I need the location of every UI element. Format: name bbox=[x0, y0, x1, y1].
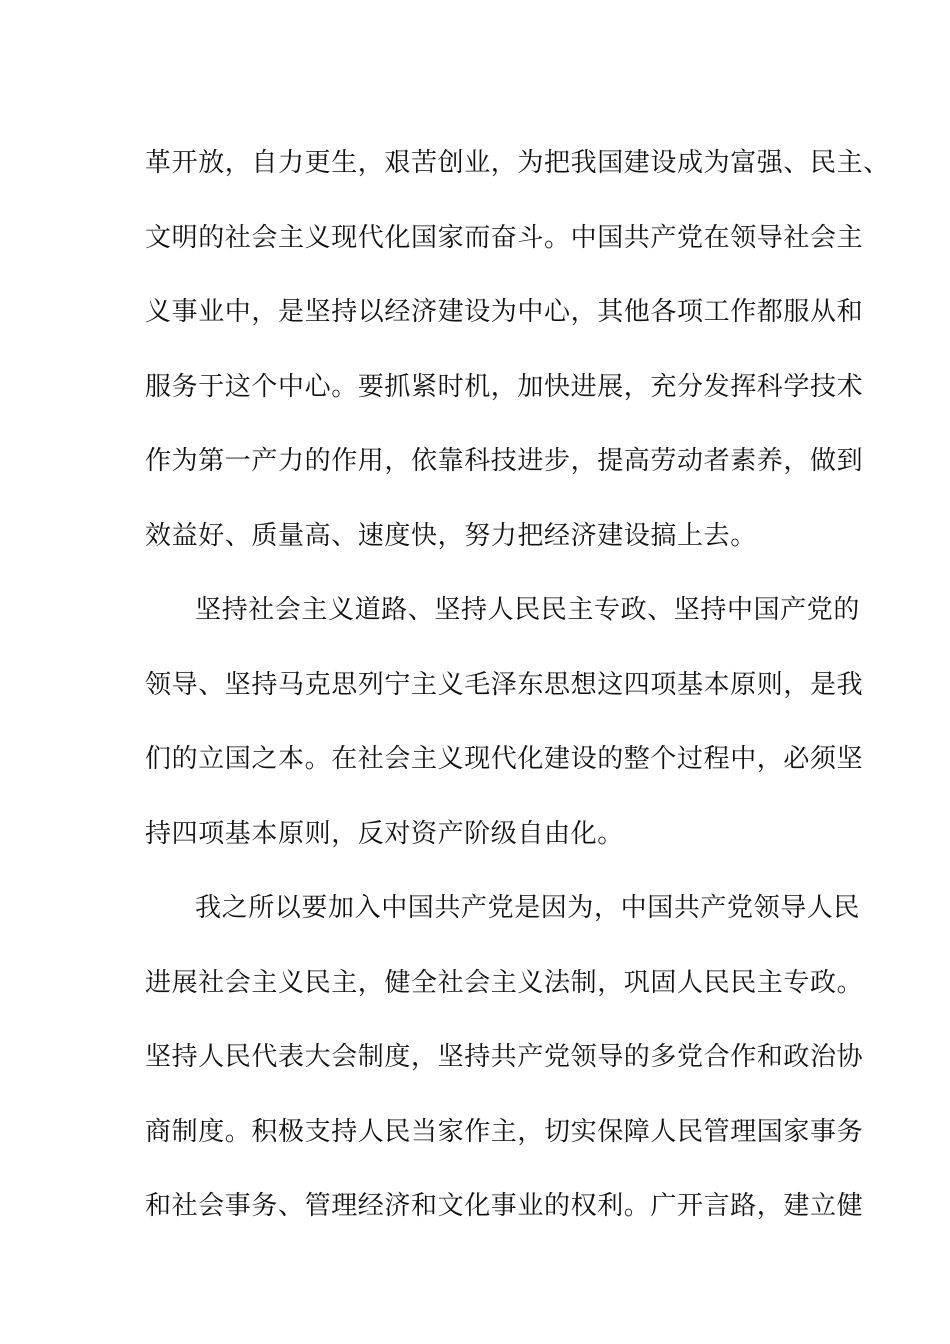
text-line: 作为第一产力的作用，依靠科技进步，提高劳动者素养，做到 bbox=[145, 446, 864, 476]
text-line: 和社会事务、管理经济和文化事业的权利。广开言路，建立健 bbox=[145, 1191, 864, 1221]
text-line: 进展社会主义民主，健全社会主义法制，巩固人民民主专政。 bbox=[145, 967, 864, 998]
text-line: 文明的社会主义现代化国家而奋斗。中国共产党在领导社会主 bbox=[145, 222, 864, 253]
text-line: 领导、坚持马克思列宁主义毛泽东思想这四项基本原则，是我 bbox=[145, 669, 864, 700]
text-line: 商制度。积极支持人民当家作主，切实保障人民管理国家事务 bbox=[145, 1116, 864, 1147]
paragraph-start-line: 坚持社会主义道路、坚持人民民主专政、坚持中国产党的 bbox=[195, 595, 861, 625]
text-line: 服务于这个中心。要抓紧时机，加快进展，充分发挥科学技术 bbox=[145, 371, 864, 402]
text-line: 坚持人民代表大会制度，坚持共产党领导的多党合作和政治协 bbox=[145, 1042, 864, 1072]
text-line: 革开放，自力更生，艰苦创业，为把我国建设成为富强、民主、 bbox=[145, 148, 890, 178]
body-text bbox=[145, 126, 890, 1244]
text-line: 持四项基本原则，反对资产阶级自由化。 bbox=[145, 818, 624, 849]
text-line: 们的立国之本。在社会主义现代化建设的整个过程中，必须坚 bbox=[145, 744, 864, 774]
text-line: 义事业中，是坚持以经济建设为中心，其他各项工作都服从和 bbox=[145, 297, 864, 327]
text-line: 效益好、质量高、速度快，努力把经济建设搞上去。 bbox=[145, 520, 757, 551]
paragraph-start-line: 我之所以要加入中国共产党是因为，中国共产党领导人民 bbox=[195, 893, 861, 923]
